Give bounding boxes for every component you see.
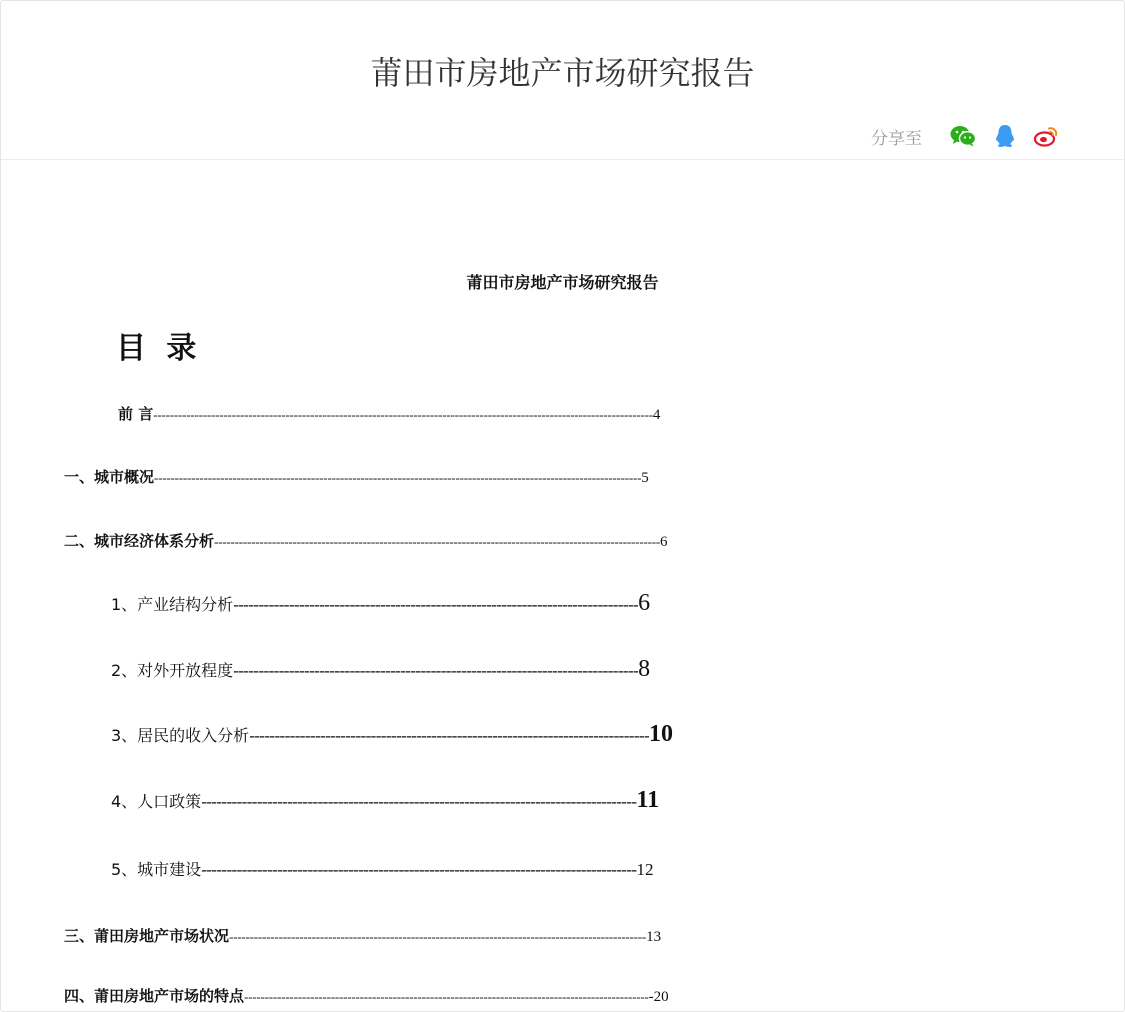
weibo-share-button[interactable] [1032,121,1062,151]
toc-page-number: 6 [659,534,668,550]
share-bar [871,121,1062,151]
wechat-share-button[interactable] [948,121,978,151]
toc-entry-chapter-1 [64,466,724,487]
toc-entry-label: 5、城市建设 [111,860,202,879]
toc-leader-dots: ------------------------------------------------------------------------------------------------------------ [214,534,660,549]
toc-entry-label: 四、莆田房地产市场的特点 [64,987,245,1005]
share-label: 分享至 [871,128,922,148]
toc-leader-dots: ---------------------------------------------------------------------------------------------------------------------- [154,470,642,485]
qq-share-button[interactable] [990,121,1020,151]
document-body [1,160,1124,1005]
toc-leader-dots: -------------------------------------------------------------------------------- [233,661,639,680]
toc-entry-label: 前 言 [118,405,154,423]
toc-page-number: 11 [636,787,660,813]
qq-icon [994,124,1016,148]
toc-entry-chapter-2 [64,530,724,551]
page-title: 莆田市房地产市场研究报告 [370,55,755,91]
toc-page-number: -20 [648,989,669,1005]
toc-page-number: 10 [649,721,674,747]
toc-page-number: 4 [652,407,661,423]
toc-entry-section-2-1 [111,590,1011,617]
toc-entry-chapter-4 [64,985,724,1006]
toc-leader-dots: ------------------------------------------------------------------------------------------------------------------------- [153,407,653,422]
toc-entry-label: 一、城市概况 [64,468,155,486]
toc-entry-label: 3、居民的收入分析 [111,726,250,745]
toc-entry-label: 二、城市经济体系分析 [64,532,215,550]
toc-entry-label: 4、人口政策 [111,792,202,811]
toc-leader-dots: ----------------------------------------------------------------------------------------------------- [229,929,647,944]
toc-entry-section-2-4 [111,787,1021,814]
toc-entry-label: 2、对外开放程度 [111,661,234,680]
toc-page-number: 6 [638,590,651,616]
toc-page-number: 8 [638,656,651,682]
toc-leader-dots: -------------------------------------------------------------------------------------------------- [244,989,649,1004]
toc-page-number: 12 [636,860,654,879]
toc-leader-dots: ------------------------------------------------------------------------------- [249,726,650,745]
toc-leader-dots: -------------------------------------------------------------------------------------- [201,792,637,811]
toc-leader-dots: -------------------------------------------------------------------------------------- [201,860,637,879]
toc-entry-section-2-2 [111,656,1011,683]
toc-entry-label: 1、产业结构分析 [111,595,234,614]
toc-leader-dots: -------------------------------------------------------------------------------- [233,595,639,614]
article-header [1,1,1124,160]
weibo-icon [1034,125,1060,147]
toc-page-number: 5 [641,470,649,486]
toc-entry-chapter-3 [64,925,724,946]
toc-page-number: 13 [646,929,662,945]
toc-entry-preface [118,403,718,424]
toc-entry-section-2-3 [111,721,1011,748]
toc-heading: 目 录 [116,332,203,365]
toc-entry-label: 三、莆田房地产市场状况 [64,927,230,945]
wechat-icon [950,125,976,147]
document-title: 莆田市房地产市场研究报告 [466,275,659,292]
toc-entry-section-2-5 [111,857,1021,880]
